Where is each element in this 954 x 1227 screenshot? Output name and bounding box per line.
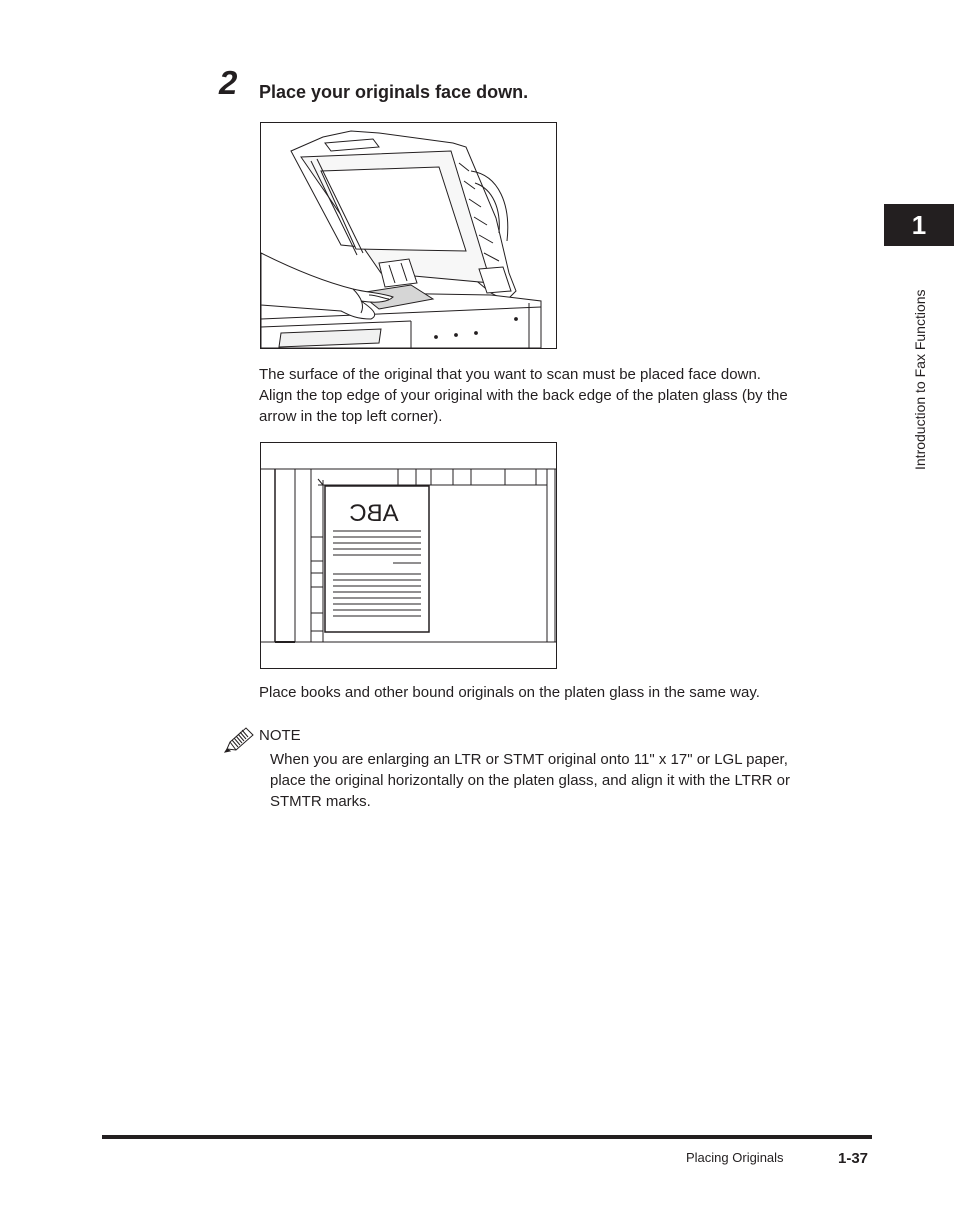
books-paragraph: Place books and other bound originals on the platen glass in the same way. [259, 684, 760, 701]
step-title: Place your originals face down. [259, 82, 529, 102]
platen-glass-diagram-icon [261, 443, 556, 668]
surface-line-1: The surface of the original that you want to scan must be placed face down. [259, 366, 761, 383]
note-line-3: STMTR marks. [270, 793, 371, 810]
note-label: NOTE [259, 727, 301, 744]
copier-scanning-illustration-icon [261, 123, 556, 348]
surface-paragraph [259, 364, 879, 427]
step-number: 2 [219, 64, 238, 101]
pencil-note-icon [224, 727, 254, 753]
footer-section: Placing Originals [686, 1150, 784, 1165]
copier-scanning-figure [260, 122, 557, 349]
note-line-1: When you are enlarging an LTR or STMT original onto 11" x 17" or LGL paper, [270, 751, 788, 768]
surface-line-2: Align the top edge of your original with the back edge of the platen glass (by the [259, 387, 788, 404]
footer-rule [102, 1135, 872, 1139]
note-line-2: place the original horizontally on the platen glass, and align it with the LTRR or [270, 772, 791, 789]
mirrored-abc-text: ABC [349, 500, 399, 527]
chapter-title: Introduction to Fax Functions [912, 289, 928, 470]
surface-line-3: arrow in the top left corner). [259, 408, 443, 425]
platen-glass-figure [260, 442, 557, 669]
chapter-tab: 1 [884, 204, 954, 246]
page-number: 1-37 [838, 1150, 869, 1167]
note-body [270, 749, 870, 812]
